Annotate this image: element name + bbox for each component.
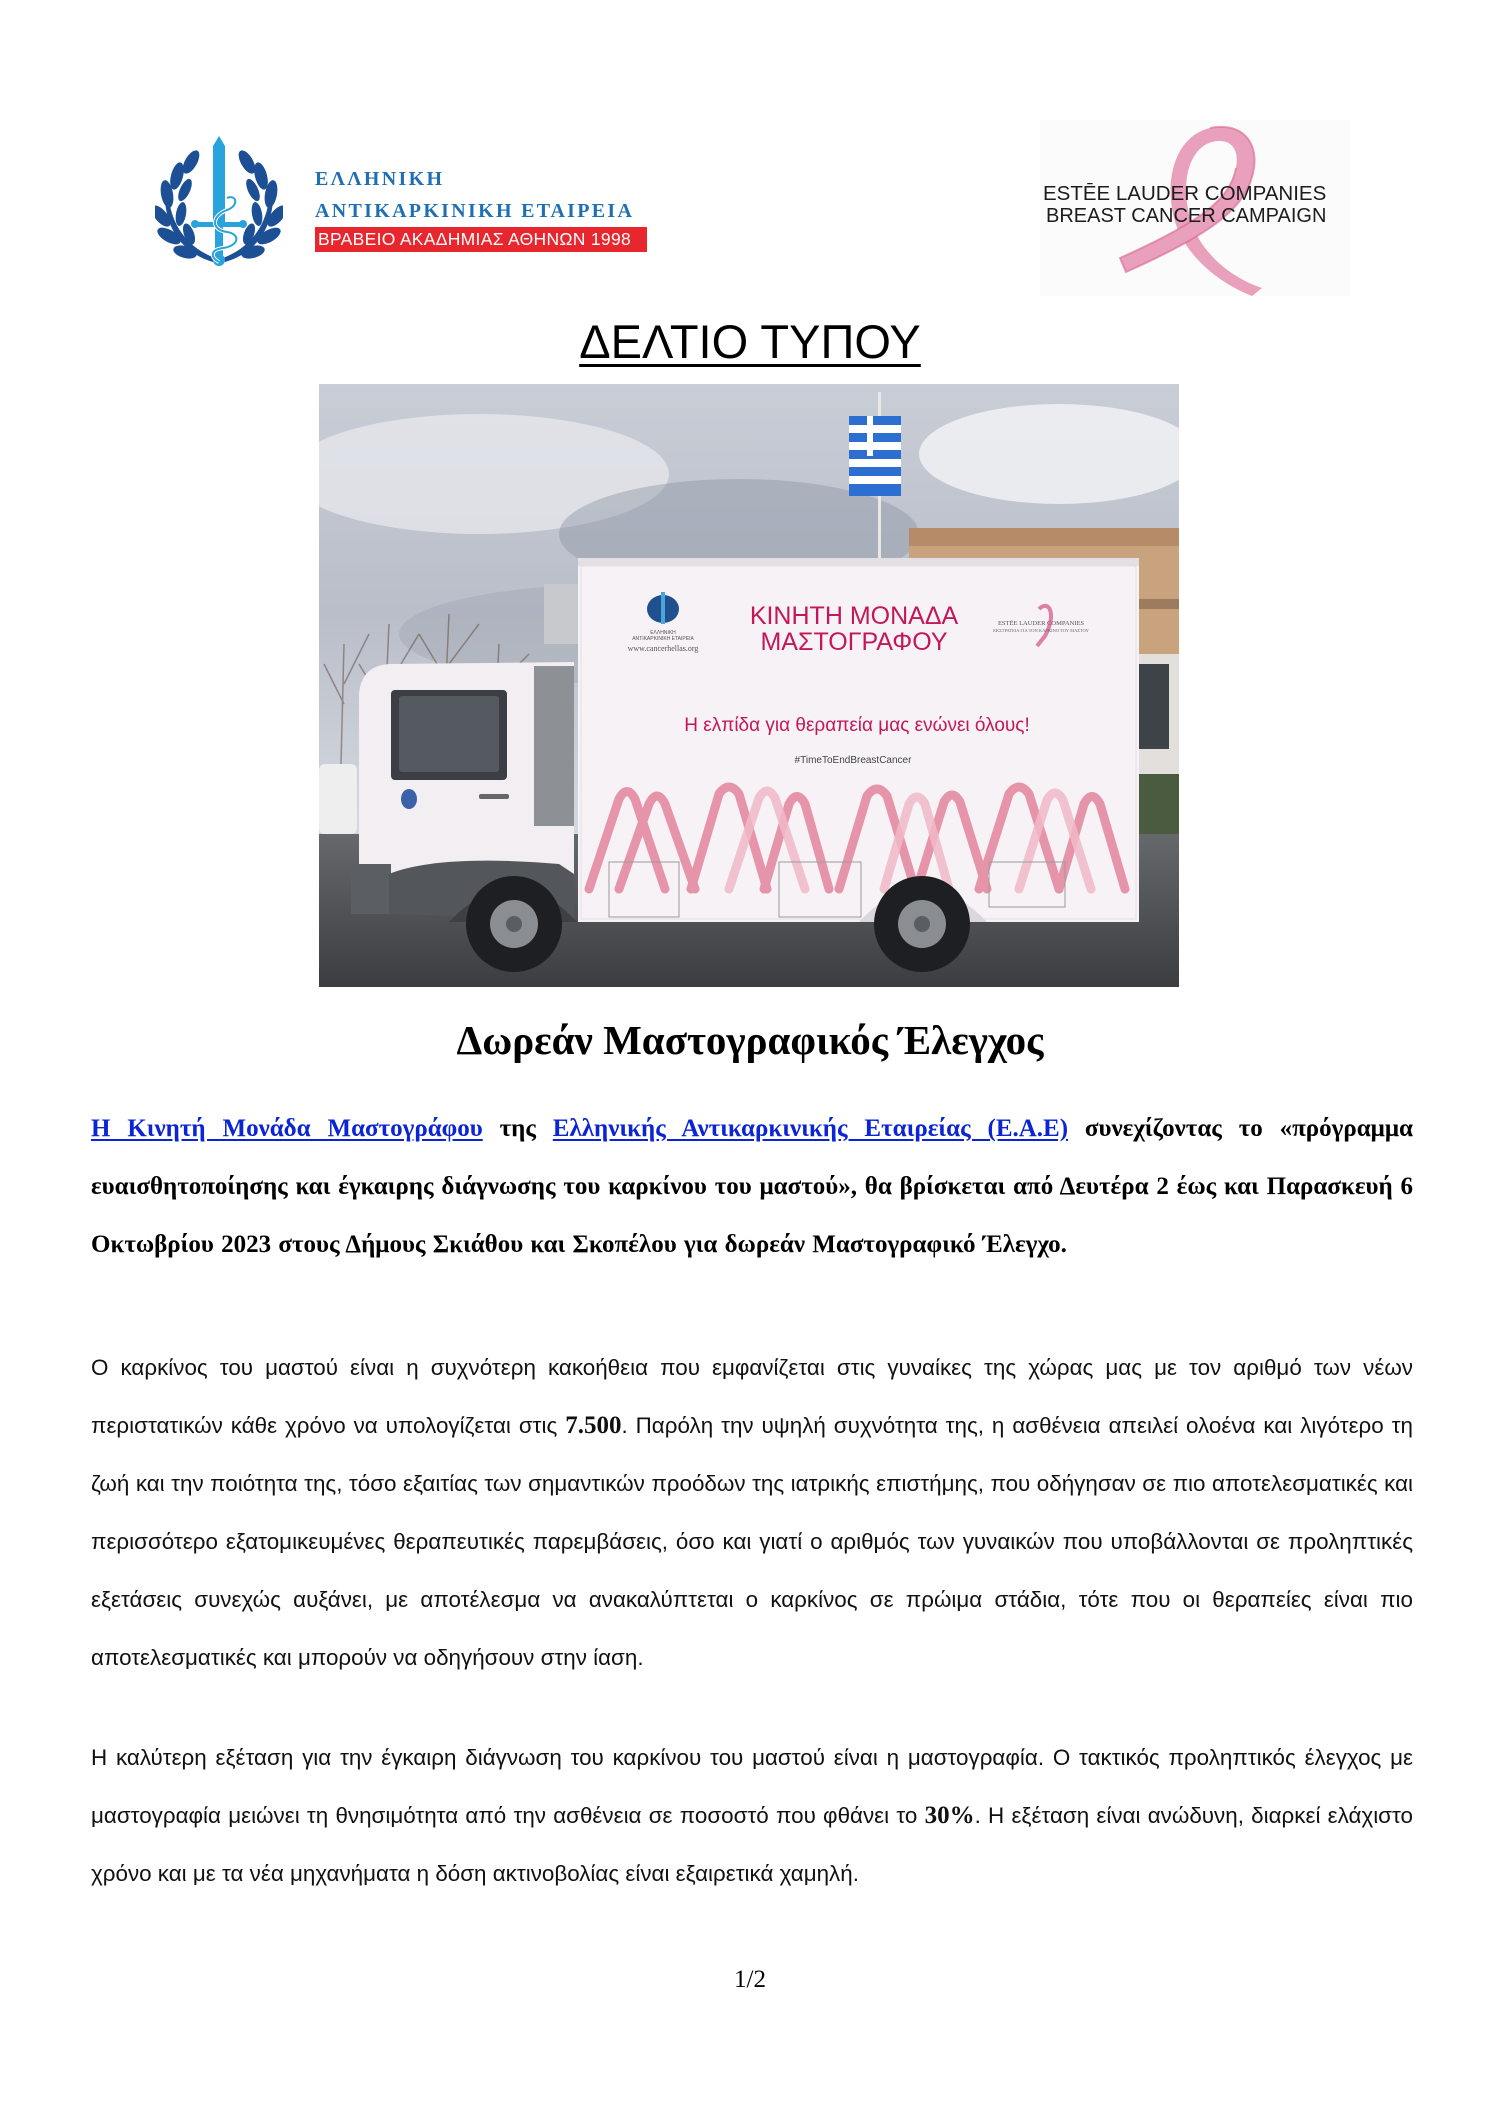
estee-lauder-campaign-logo bbox=[1040, 120, 1350, 296]
svg-text:Η ελπίδα για θεραπεία μας ενών: Η ελπίδα για θεραπεία μας ενώνει όλους! bbox=[684, 715, 1030, 736]
paragraph-mammography bbox=[91, 1729, 1413, 1903]
document-subtitle: Δωρεάν Μαστογραφικός Έλεγχος bbox=[456, 1017, 1044, 1063]
logo-line1: ESTĒE LAUDER COMPANIES bbox=[1043, 182, 1327, 205]
hellenic-cancer-society-link[interactable]: Ελληνικής Αντικαρκινικής Εταιρείας (Ε.Α.Ε) bbox=[552, 1115, 1069, 1142]
paragraph-text: Ο καρκίνος του μαστού είναι η συχνότερη κακοήθεια που εμφανίζεται στις γυναίκες της χώρας μας με τον αριθμό των νέων περιστατικών κάθε χρόνο να υπολογίζεται στις bbox=[91, 1355, 1413, 1438]
mammography-truck-photo bbox=[319, 384, 1179, 987]
truck-illustration bbox=[319, 384, 1179, 987]
laurel-sword-emblem-icon bbox=[155, 134, 283, 268]
svg-text:ESTĒE LAUDER COMPANIES: ESTĒE LAUDER COMPANIES bbox=[997, 620, 1085, 627]
svg-text:#TimeToEndBreastCancer: #TimeToEndBreastCancer bbox=[794, 755, 912, 766]
mobile-unit-link[interactable]: Η Κινητή Μονάδα Μαστογράφου bbox=[91, 1115, 483, 1142]
svg-text:ΕΚΣΤΡΑΤΕΙΑ ΓΙΑ ΤΟΝ ΚΑΡΚΙΝΟ ΤΟΥ: ΕΚΣΤΡΑΤΕΙΑ ΓΙΑ ΤΟΝ ΚΑΡΚΙΝΟ ΤΟΥ ΜΑΣΤΟΥ bbox=[993, 628, 1089, 633]
svg-text:www.cancerhellas.org: www.cancerhellas.org bbox=[627, 644, 699, 653]
new-cases-figure: 7.500 bbox=[565, 1412, 622, 1439]
lead-paragraph bbox=[91, 1100, 1413, 1274]
svg-text:ΕΛΛΗΝΙΚΗ: ΕΛΛΗΝΙΚΗ bbox=[650, 630, 676, 636]
logo-name-line2: ΑΝΤΙΚΑΡΚΙΝΙΚΗ ΕΤΑΙΡΕΙΑ bbox=[315, 200, 635, 222]
svg-text:ΑΝΤΙΚΑΡΚΙΝΙΚΗ ΕΤΑΙΡΕΙΑ: ΑΝΤΙΚΑΡΚΙΝΙΚΗ ΕΤΑΙΡΕΙΑ bbox=[632, 636, 694, 642]
mortality-reduction-figure: 30% bbox=[924, 1802, 975, 1829]
svg-text:ΜΑΣΤΟΓΡΑΦΟΥ: ΜΑΣΤΟΓΡΑΦΟΥ bbox=[760, 628, 948, 656]
hellenic-cancer-society-logo bbox=[155, 134, 655, 270]
logo-award-banner: ΒΡΑΒΕΙΟ ΑΚΑΔΗΜΙΑΣ ΑΘΗΝΩΝ 1998 bbox=[315, 227, 647, 252]
paragraph-text: . Παρόλη την υψηλή συχνότητα της, η ασθένεια απειλεί ολοένα και λιγότερο τη ζωή και την ποιότητα της, τόσο εξαιτίας των σημαντικών προόδων της ιατρικής επιστήμης, που οδήγησαν σε πιο αποτελεσματικές και περισσότερο εξατομικευμένες θεραπευτικές παρεμβάσεις, όσο και γιατί ο αριθμός των γυναικών που υποβάλλονται σε προληπτικές εξετάσεις συνεχώς αυξάνει, με αποτέλεσμα να ανακαλύπτεται ο καρκίνος σε πρώιμα στάδια, τότε που οι θεραπείες είναι πιο αποτελεσματικές και μπορούν να οδηγήσουν στην ίαση. bbox=[91, 1413, 1413, 1670]
paragraph-text: Η καλύτερη εξέταση για την έγκαιρη διάγνωση του καρκίνου του μαστού είναι η μαστογραφία. Ο τακτικός προληπτικός έλεγχος με μαστογραφία μειώνει τη θνησιμότητα από την ασθένεια σε ποσοστό που φθάνει το bbox=[91, 1745, 1413, 1828]
page-number: 1/2 bbox=[734, 1966, 766, 1993]
paragraph-text: . Η εξέταση είναι ανώδυνη, διαρκεί ελάχιστο χρόνο και με τα νέα μηχανήματα η δόση ακτινοβολίας είναι εξαιρετικά χαμηλή. bbox=[91, 1803, 1413, 1886]
lead-text-body: συνεχίζοντας το «πρόγραμμα ευαισθητοποίησης και έγκαιρης διάγνωσης του καρκίνου του μαστού», θα βρίσκεται από Δευτέρα 2 έως και Παρασκευή 6 Οκτωβρίου 2023 στους Δήμους Σκιάθου και Σκοπέλου για δωρεάν Μαστογραφικό Έλεγχο. bbox=[91, 1115, 1413, 1258]
paragraph-incidence bbox=[91, 1339, 1413, 1687]
svg-text:ΚΙΝΗΤΗ ΜΟΝΑΔΑ: ΚΙΝΗΤΗ ΜΟΝΑΔΑ bbox=[749, 602, 959, 630]
logo-line2: BREAST CANCER CAMPAIGN bbox=[1046, 205, 1327, 227]
press-release-title: ΔΕΛΤΙΟ ΤΥΠΟΥ bbox=[579, 315, 921, 368]
logo-name-line1: ΕΛΛΗΝΙΚΗ bbox=[315, 168, 445, 190]
lead-text-connector: της bbox=[482, 1115, 553, 1142]
